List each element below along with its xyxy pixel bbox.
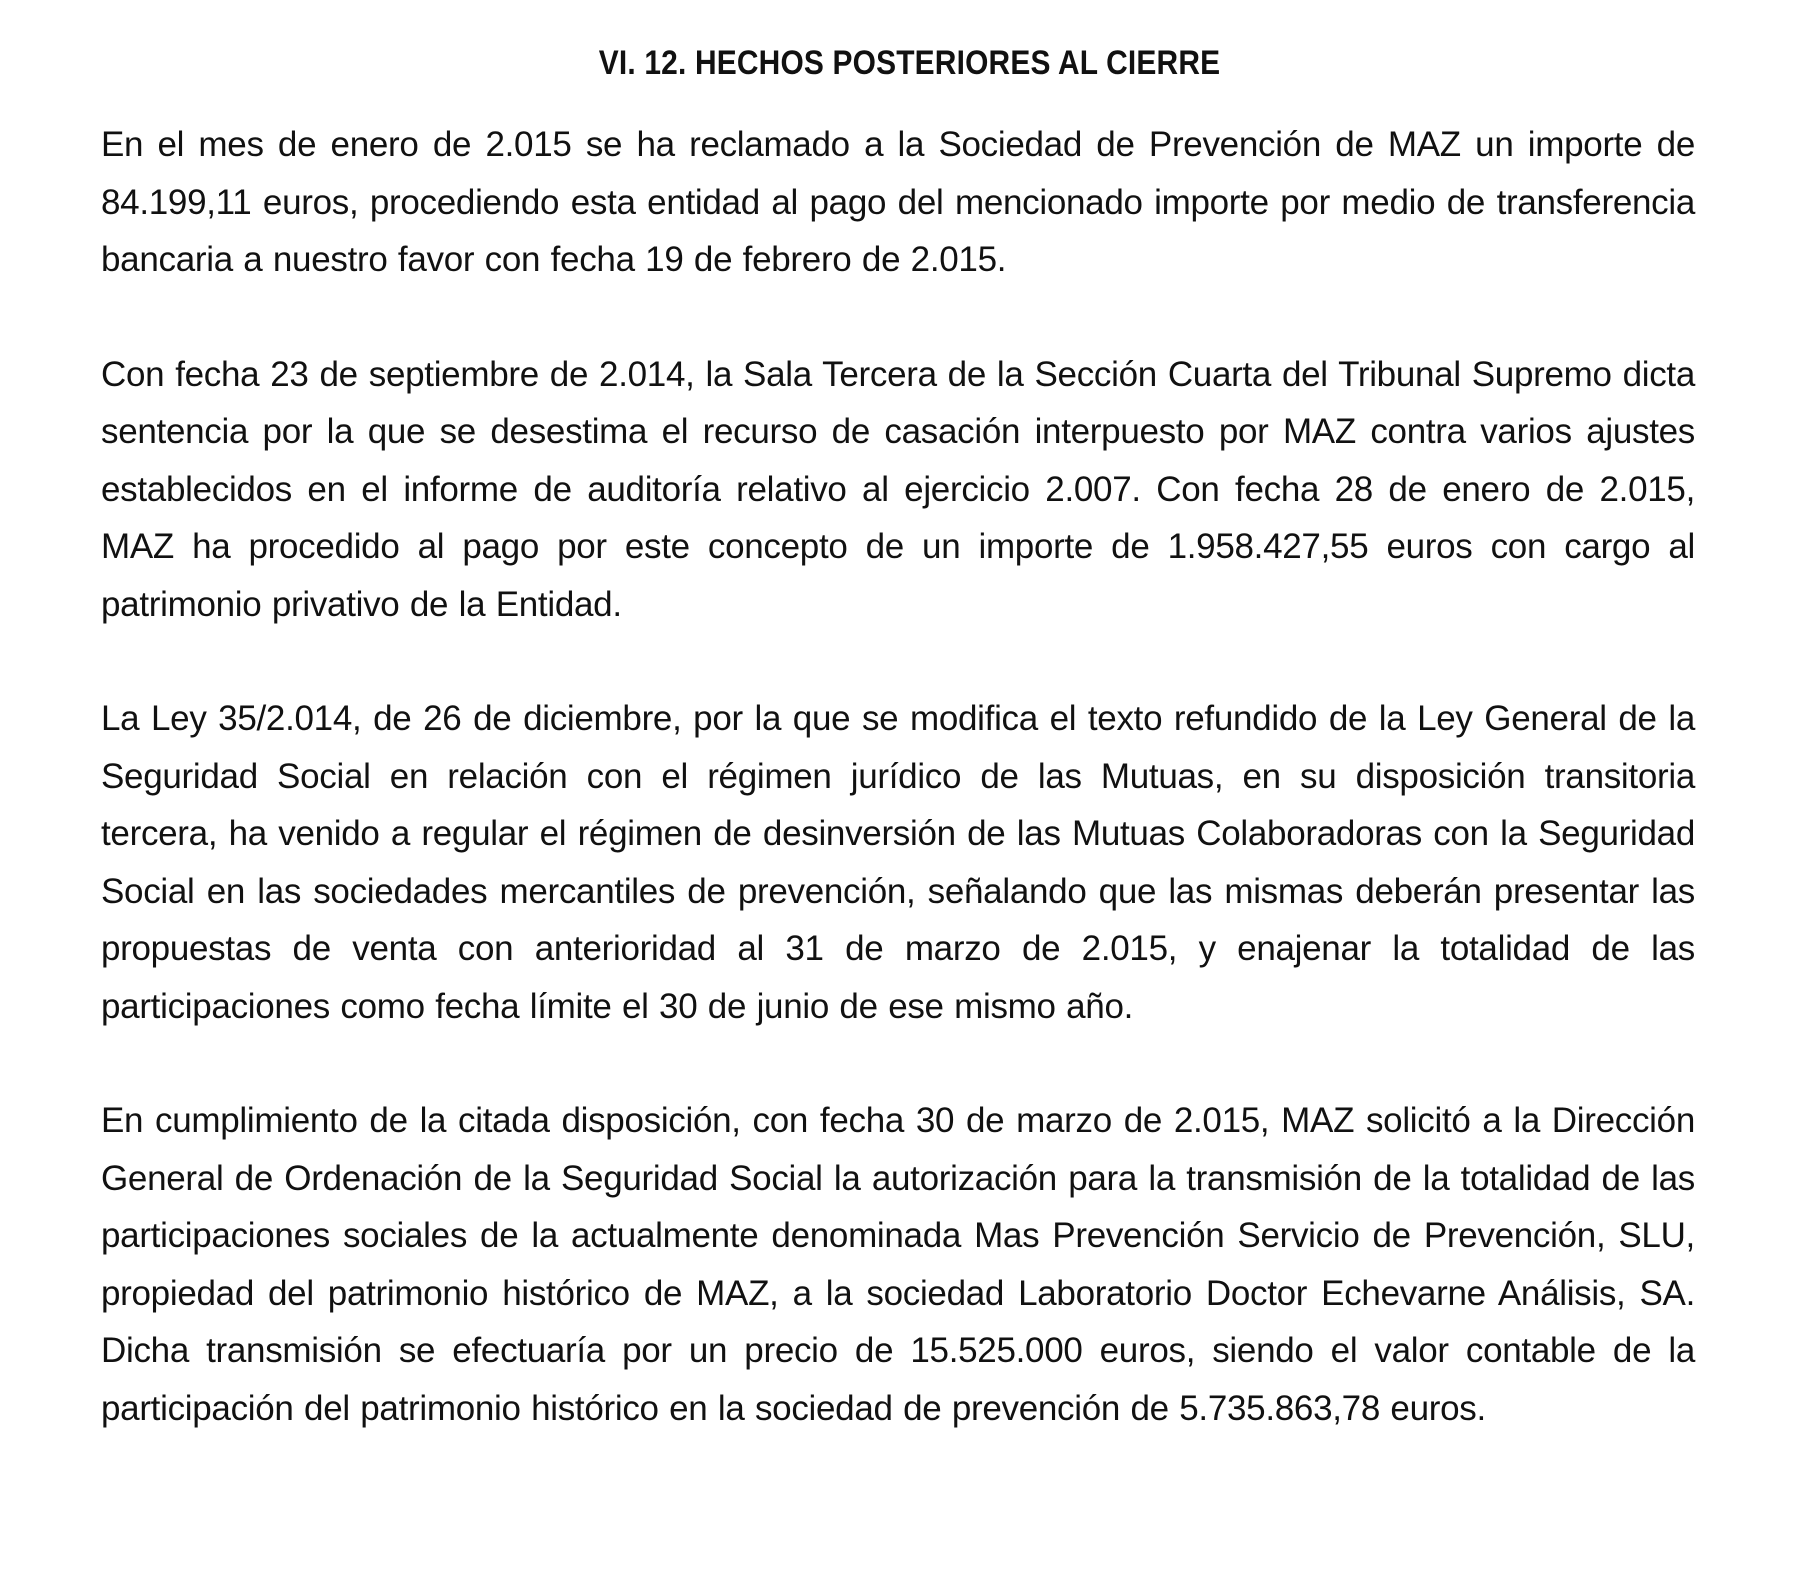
paragraph-transmision-participaciones: En cumplimiento de la citada disposición, con fecha 30 de marzo de 2.015, MAZ solicitó a la Dirección General de Ordenación de la Seguridad Social la autorización para la transmisión de la totalidad de las participaciones sociales de la actualmente denominada Mas Prevención Servicio de Prevención, SLU, propiedad del patrimonio histórico de MAZ, a la sociedad Laboratorio Doctor Echevarne Análisis, SA. Dicha transmisión se efectuaría por un precio de 15.525.000 euros, siendo el valor contable de la participación del patrimonio histórico en la sociedad de prevención de 5.735.863,78 euros. [101,1101,1695,1428]
section-body [101,116,1695,1494]
section-title: VI. 12. HECHOS POSTERIORES AL CIERRE [598,43,1221,82]
paragraph-sociedad-prevencion-reclamacion: En el mes de enero de 2.015 se ha reclamado a la Sociedad de Prevención de MAZ un importe de 84.199,11 euros, procediendo esta entidad al pago del mencionado importe por medio de transferencia bancaria a nuestro favor con fecha 19 de febrero de 2.015. [101,125,1695,279]
paragraph-ley-35-2014: La Ley 35/2.014, de 26 de diciembre, por la que se modifica el texto refundido de la Ley General de la Seguridad Social en relación con el régimen jurídico de las Mutuas, en su disposición transitoria tercera, ha venido a regular el régimen de desinversión de las Mutuas Colaboradoras con la Seguridad Social en las sociedades mercantiles de prevención, señalando que las mismas deberán presentar las propuestas de venta con anterioridad al 31 de marzo de 2.015, y enajenar la totalidad de las participaciones como fecha límite el 30 de junio de ese mismo año. [101,699,1695,1026]
paragraph-sentencia-tribunal-supremo: Con fecha 23 de septiembre de 2.014, la Sala Tercera de la Sección Cuarta del Tribunal Supremo dicta sentencia por la que se desestima el recurso de casación interpuesto por MAZ contra varios ajustes establecidos en el informe de auditoría relativo al ejercicio 2.007. Con fecha 28 de enero de 2.015, MAZ ha procedido al pago por este concepto de un importe de 1.958.427,55 euros con cargo al patrimonio privativo de la Entidad. [101,354,1695,624]
